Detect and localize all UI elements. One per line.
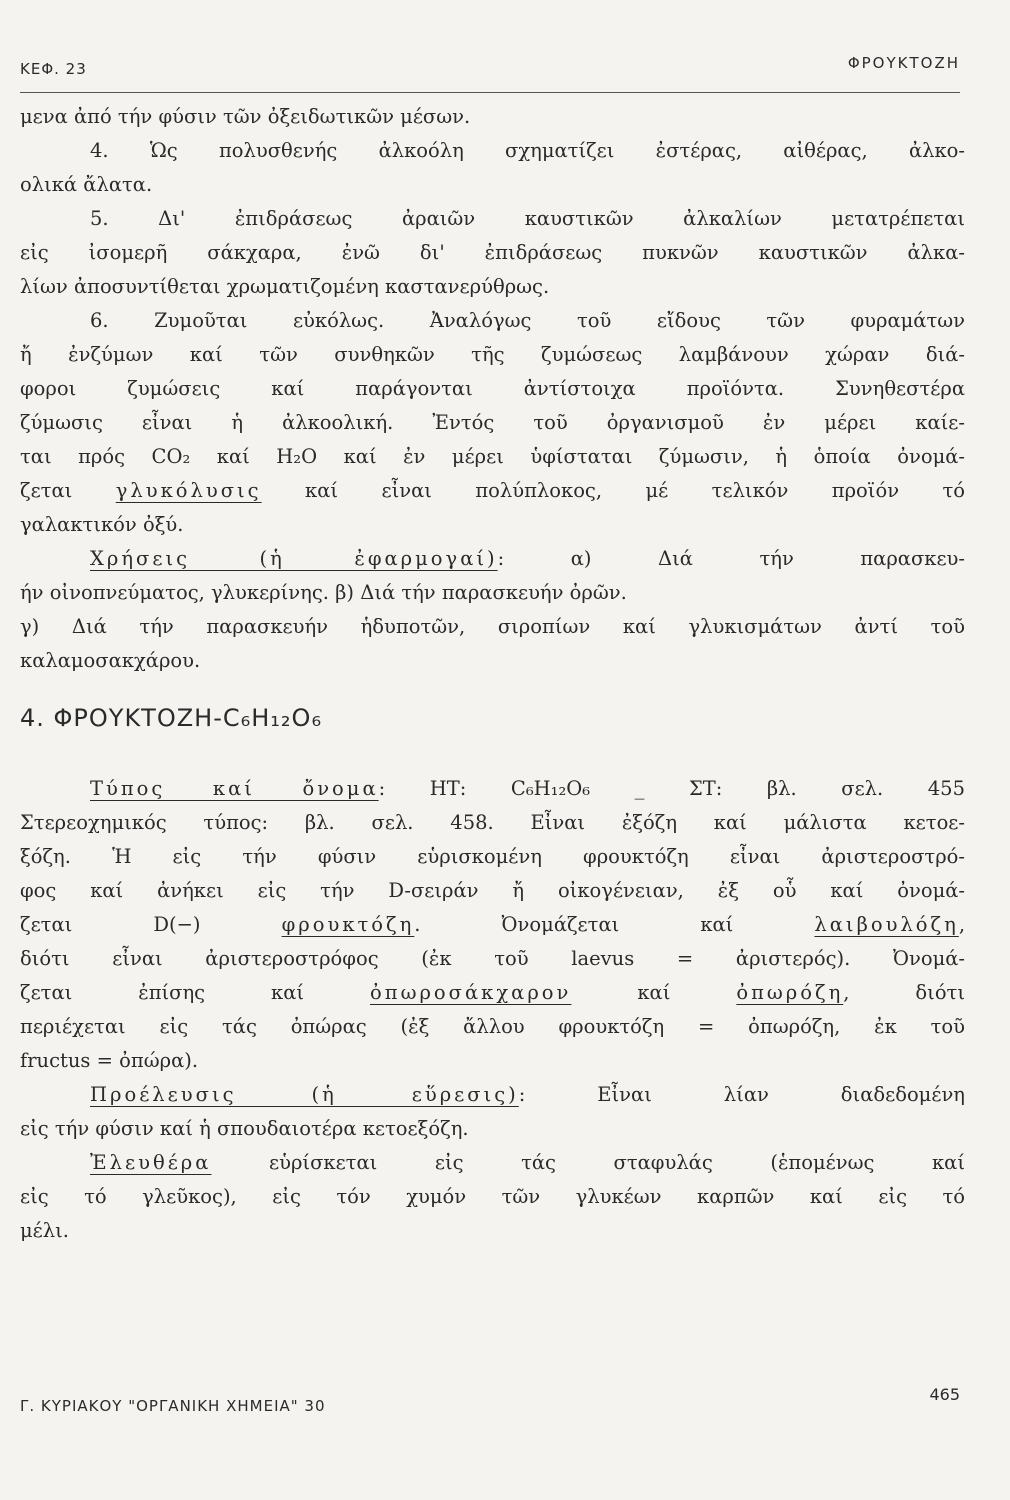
chapter-label: ΚΕΦ. 23 xyxy=(20,60,87,78)
text-fragment: ζεται D(−) xyxy=(20,913,201,936)
text-line xyxy=(20,542,965,576)
text-line: εἰς τήν φύσιν καί ἡ σπουδαιοτέρα κετοεξόζη. xyxy=(20,1117,469,1140)
text-line xyxy=(20,474,965,508)
text-line: περιέχεται εἰς τάς ὀπώρας (ἐξ ἄλλου φρουκτόζη = ὀπωρόζη, ἐκ τοῦ xyxy=(20,1015,965,1038)
text-line: εἰς τό γλεῦκος), εἰς τόν χυμόν τῶν γλυκέων καρπῶν καί εἰς τό xyxy=(20,1185,965,1208)
page-footer xyxy=(20,1385,960,1425)
term-free: Ἐλευθέρα xyxy=(90,1151,212,1174)
term-uses: Χρήσεις (ἡ ἐφαρμογαί) xyxy=(90,547,498,570)
term-fruit-sugar: ὀπωροσάκχαρον xyxy=(370,981,572,1004)
text-line: μέλι. xyxy=(20,1219,69,1242)
text-line: ται πρός CO₂ καί H₂O καί ἐν μέρει ὑφίσταται ζύμωσιν, ἡ ὁποία ὀνομά- xyxy=(20,445,965,468)
text-fragment: καί εἶναι πολύπλοκος, μέ τελικόν προϊόν τό xyxy=(305,479,965,502)
text-fragment: , διότι xyxy=(843,981,965,1004)
book-reference: Γ. ΚΥΡΙΑΚΟΥ "ΟΡΓΑΝΙΚΗ ΧΗΜΕΙΑ" 30 xyxy=(20,1397,326,1415)
text-fragment: , xyxy=(958,913,965,936)
page-number: 465 xyxy=(929,1385,960,1404)
text-line: fructus = ὀπώρα). xyxy=(20,1049,199,1072)
text-line xyxy=(20,908,965,942)
term-origin: Προέλευσις (ἡ εὕρεσις) xyxy=(90,1083,519,1106)
text-line xyxy=(20,1146,965,1180)
text-fragment: ζεται ἐπίσης καί xyxy=(20,981,305,1004)
spacer xyxy=(20,750,965,772)
text-line xyxy=(20,1078,965,1112)
text-line: ολικά ἄλατα. xyxy=(20,173,153,196)
term-fructose: φρουκτόζη xyxy=(281,913,415,936)
text-line: 5. Δι' ἐπιδράσεως ἀραιῶν καυστικῶν ἀλκαλίων μετατρέπεται xyxy=(90,207,965,230)
text-line: 6. Ζυμοῦται εὐκόλως. Ἀναλόγως τοῦ εἴδους τῶν φυραμάτων xyxy=(90,309,965,332)
text-line: ἤ ἐνζύμων καί τῶν συνθηκῶν τῆς ζυμώσεως λαμβάνουν χώραν διά- xyxy=(20,343,965,366)
text-fragment: εὑρίσκεται εἰς τάς σταφυλάς (ἑπομένως καί xyxy=(269,1151,965,1174)
text-line xyxy=(20,772,965,806)
text-fragment: ζεται xyxy=(20,479,73,502)
text-fragment: : Εἶναι λίαν διαδεδομένη xyxy=(518,1083,965,1106)
text-line: εἰς ἰσομερῆ σάκχαρα, ἐνῶ δι' ἐπιδράσεως πυκνῶν καυστικῶν ἀλκα- xyxy=(20,241,965,264)
text-line: Στερεοχημικός τύπος: βλ. σελ. 458. Εἶναι ἐξόζη καί μάλιστα κετοε- xyxy=(20,811,965,834)
text-fragment: : α) Διά τήν παρασκευ- xyxy=(497,547,965,570)
text-fragment: . Ὀνομάζεται καί xyxy=(414,913,734,936)
text-fragment: : ΗΤ: C₆H₁₂O₆ _ ΣΤ: βλ. σελ. 455 xyxy=(378,777,965,800)
term-type-name: Τύπος καί ὄνομα xyxy=(90,777,379,800)
text-line: ξόζη. Ἡ εἰς τήν φύσιν εὑρισκομένη φρουκτόζη εἶναι ἀριστεροστρό- xyxy=(20,845,965,868)
text-line: φος καί ἀνήκει εἰς τήν D-σειράν ἤ οἰκογένειαν, ἐξ οὗ καί ὀνομά- xyxy=(20,879,965,902)
text-line: γ) Διά τήν παρασκευήν ἡδυποτῶν, σιροπίων καί γλυκισμάτων ἀντί τοῦ xyxy=(20,615,965,638)
text-line: ζύμωσις εἶναι ἡ ἀλκοολική. Ἐντός τοῦ ὀργανισμοῦ ἐν μέρει καίε- xyxy=(20,411,965,434)
running-title: ΦΡΟΥΚΤΟΖΗ xyxy=(847,54,960,72)
text-line: μενα ἀπό τήν φύσιν τῶν ὀξειδωτικῶν μέσων. xyxy=(20,105,471,128)
text-line xyxy=(20,976,965,1010)
text-line: καλαμοσακχάρου. xyxy=(20,649,201,672)
text-line: διότι εἶναι ἀριστεροστρόφος (ἐκ τοῦ laevus = ἀριστερός). Ὀνομά- xyxy=(20,947,965,970)
term-laevulose: λαιβουλόζη xyxy=(814,913,959,936)
term-oporose: ὀπωρόζη xyxy=(736,981,844,1004)
term-glycolysis: γλυκόλυσις xyxy=(115,479,262,502)
text-line: ήν οἰνοπνεύματος, γλυκερίνης. β) Διά τήν παρασκευήν ὀρῶν. xyxy=(20,581,627,604)
text-line: λίων ἀποσυντίθεται χρωματιζομένη καστανερύθρως. xyxy=(20,275,550,298)
text-line: γαλακτικόν ὀξύ. xyxy=(20,513,184,536)
text-line: φοροι ζυμώσεις καί παράγονται ἀντίστοιχα προϊόντα. Συνηθεστέρα xyxy=(20,377,965,400)
body-text xyxy=(20,100,965,1248)
text-fragment: καί xyxy=(637,981,671,1004)
section-heading: 4. ΦΡΟΥΚΤΟΖΗ-C₆H₁₂O₆ xyxy=(20,704,323,732)
text-line: 4. Ὡς πολυσθενής ἀλκοόλη σχηματίζει ἐστέρας, αἰθέρας, ἀλκο- xyxy=(90,139,965,162)
page-header xyxy=(20,54,960,93)
